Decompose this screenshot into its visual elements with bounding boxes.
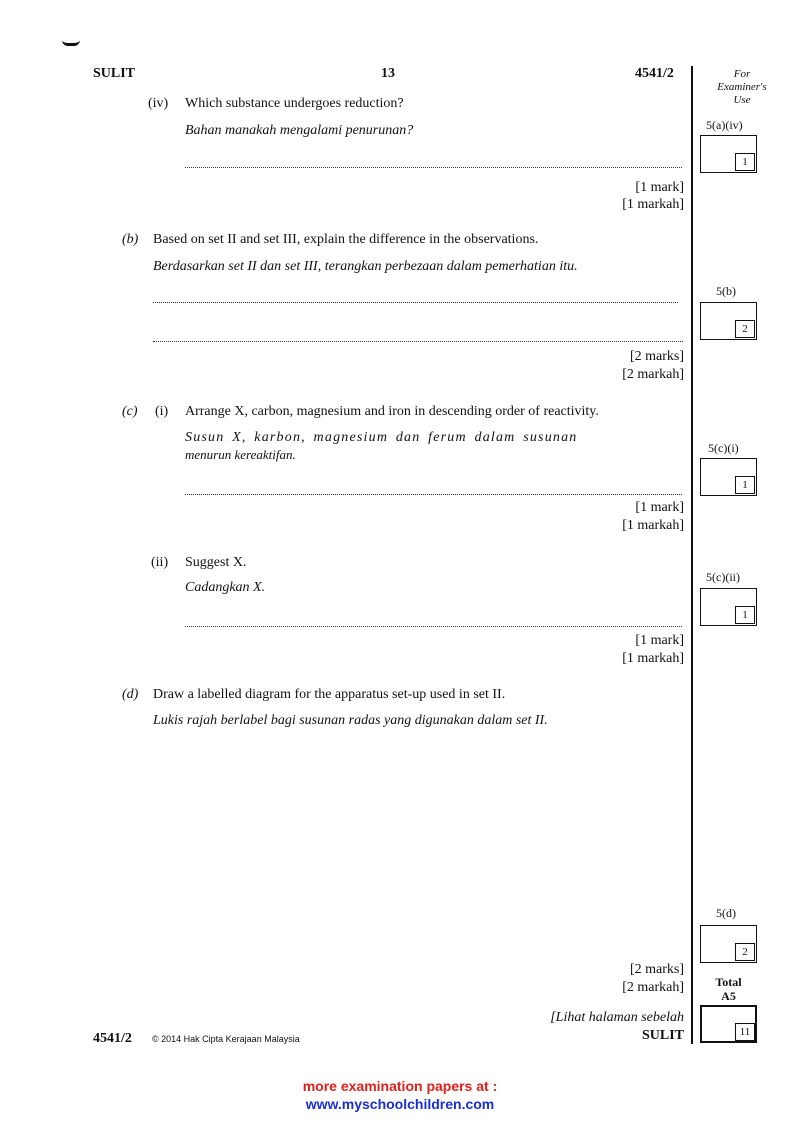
q-d-english: Draw a labelled diagram for the apparatus set-up used in set II. [153,687,506,702]
q-c-i-mark-en: [1 mark] [635,500,684,515]
mark-box-label: 5(b) [716,284,736,298]
max-mark: 1 [735,606,755,624]
q-b-english: Based on set II and set III, explain the difference in the observations. [153,232,539,247]
q-c-ii-mark-en: [1 mark] [635,633,684,648]
q-d-malay: Lukis rajah berlabel bagi susunan radas yang digunakan dalam set II. [153,713,548,728]
mark-box-label: 5(d) [716,906,736,920]
total-max-mark: 11 [735,1023,755,1041]
q-c-ii-english: Suggest X. [185,555,247,570]
total-label: Total A5 [715,975,742,1003]
q-c-i-english: Arrange X, carbon, magnesium and iron in descending order of reactivity. [185,404,599,419]
paper-code: 4541/2 [635,66,674,81]
q-b-mark-en: [2 marks] [629,349,684,364]
footer-copyright: © 2014 Hak Cipta Kerajaan Malaysia [152,1034,300,1044]
examiner-use-label: For Examiner's Use [717,68,767,106]
q-c-ii-number: (ii) [151,555,169,570]
mark-box-label: 5(c)(i) [708,441,739,455]
max-mark: 1 [735,476,755,494]
q-c-i-mark-ms: [1 markah] [622,518,684,533]
footer-sulit: SULIT [641,1028,684,1043]
promo-link[interactable]: www.myschoolchildren.com [305,1096,495,1112]
footer-turn-over: [Lihat halaman sebelah [550,1010,684,1025]
answer-line[interactable] [153,302,678,303]
promo-line: more examination papers at : [302,1078,498,1094]
q-d-mark-en: [2 marks] [629,962,684,977]
q-a-iv-mark-ms: [1 markah] [622,197,684,212]
q-c-i-number: (i) [155,404,169,419]
max-mark: 1 [735,153,755,171]
q-c-ii-mark-ms: [1 markah] [622,651,684,666]
footer-code: 4541/2 [93,1031,132,1046]
q-a-iv-english: Which substance undergoes reduction? [185,96,404,111]
answer-line[interactable] [185,167,682,168]
q-d-number: (d) [122,687,139,702]
max-mark: 2 [735,320,755,338]
q-c-i-malay-2: menurun kereaktifan. [185,447,296,462]
drawing-area[interactable] [153,740,678,950]
q-b-number: (b) [122,232,139,247]
q-a-iv-mark-en: [1 mark] [635,180,684,195]
scan-mark [62,40,80,46]
header-sulit: SULIT [93,66,136,81]
answer-line[interactable] [185,626,682,627]
q-c-number: (c) [122,404,138,419]
q-c-i-malay-1: Susun X, karbon, magnesium dan ferum dalam susunan [185,430,578,445]
q-b-mark-ms: [2 markah] [622,367,684,382]
mark-box-label: 5(c)(ii) [706,570,740,584]
q-a-iv-malay: Bahan manakah mengalami penurunan? [185,123,414,138]
page-number: 13 [381,66,395,81]
q-a-iv-number: (iv) [148,96,169,111]
margin-rule [691,66,693,1044]
mark-box-label: 5(a)(iv) [706,118,743,132]
answer-line[interactable] [185,494,682,495]
answer-line[interactable] [153,341,683,342]
max-mark: 2 [735,943,755,961]
q-d-mark-ms: [2 markah] [622,980,684,995]
q-b-malay: Berdasarkan set II dan set III, terangkan perbezaan dalam pemerhatian itu. [153,259,578,274]
q-c-ii-malay: Cadangkan X. [185,580,266,595]
